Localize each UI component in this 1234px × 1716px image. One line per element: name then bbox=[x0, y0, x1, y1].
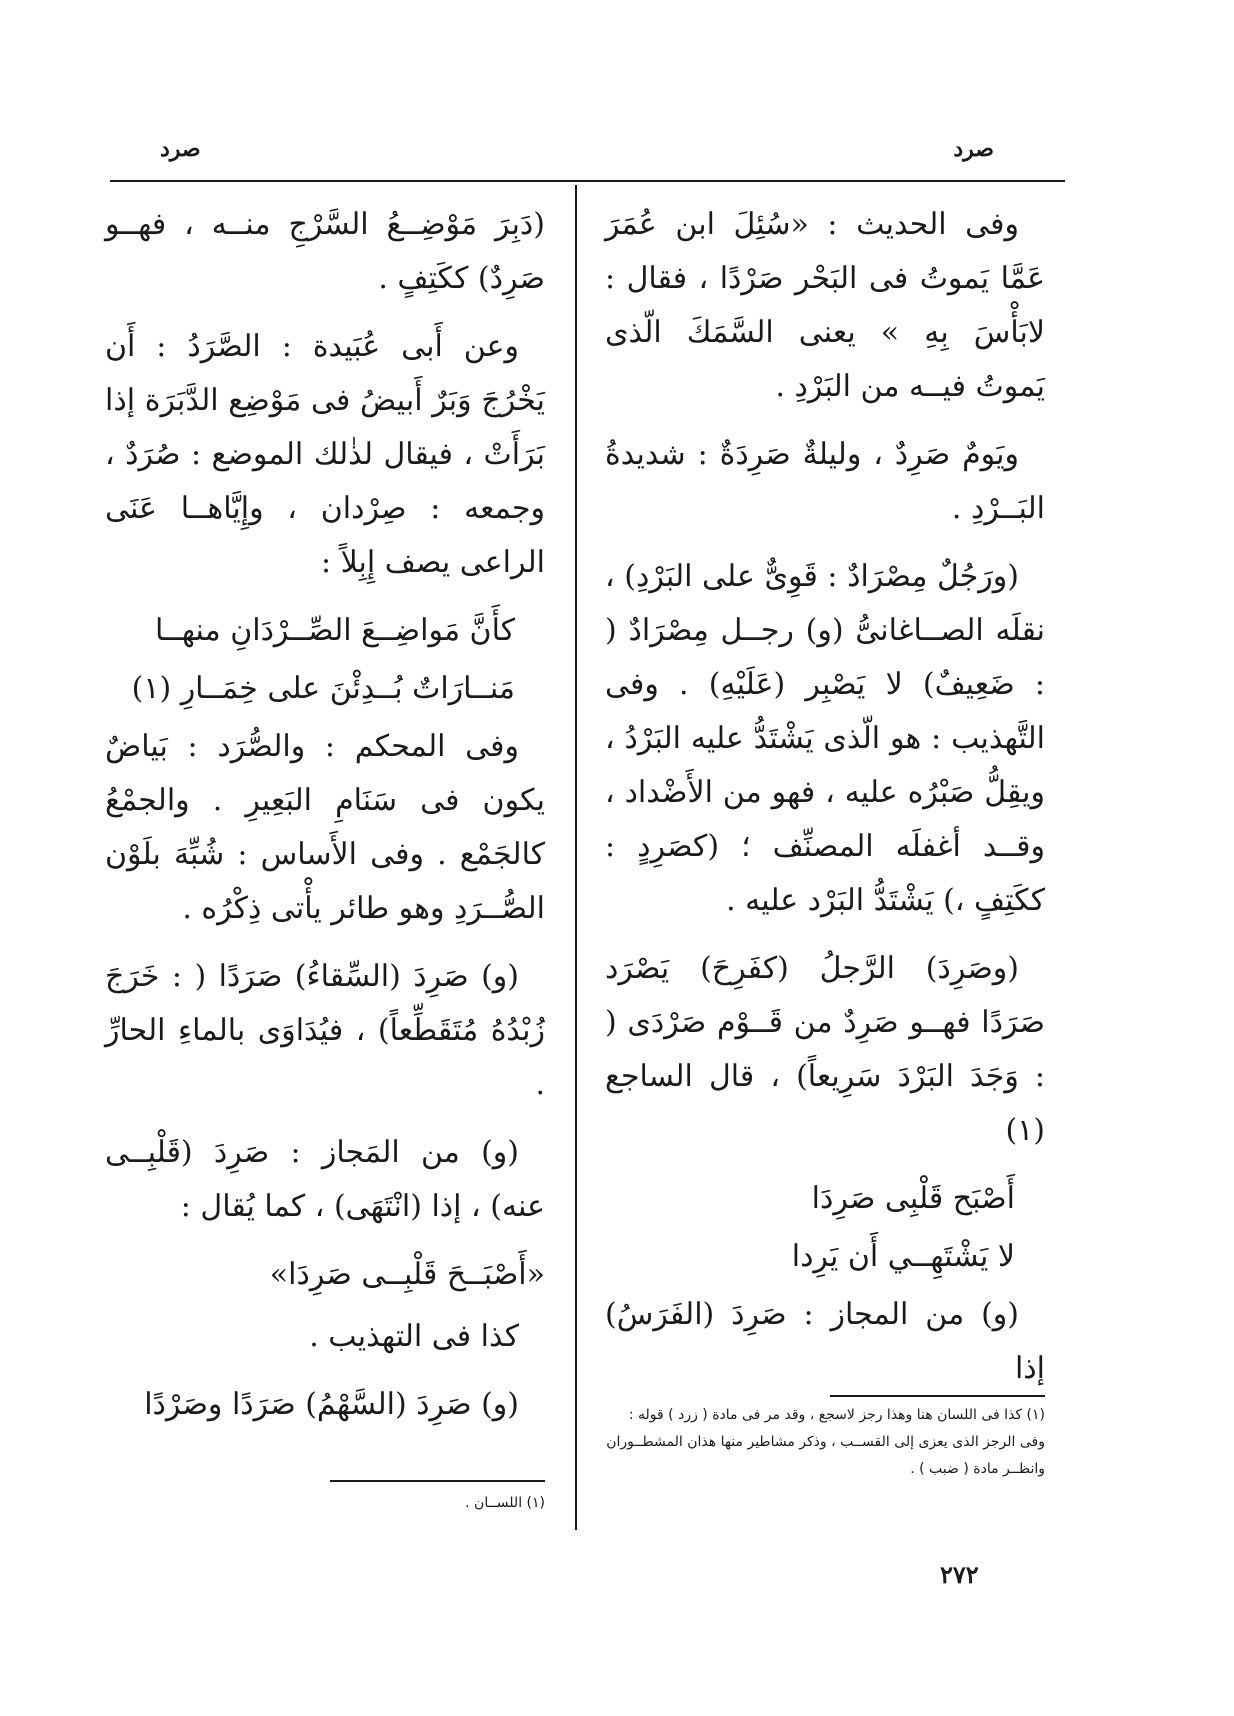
paragraph: (و) من المَجاز : صَرِدَ (قَلْبِــى عنه) ، إذا (انْتَهَى) ، كما يُقال : bbox=[105, 1135, 545, 1224]
running-head-right: صرد bbox=[953, 136, 994, 162]
paragraph: وفى الحديث : «سُئِلَ ابن عُمَرَ عَمَّا يَموتُ فى البَحْر صَرْدًا ، فقال : لابَأْسَ بِهِ » يعنى السَّمَكَ الّذى يَموتُ فيــه من البَرْدِ . bbox=[605, 207, 1045, 404]
paragraph: (و) صَرِدَ (السَّهْمُ) صَرَدًا وصَرْدًا bbox=[144, 1387, 519, 1422]
poem-line: كأَنَّ مَواضِــعَ الصِّــرْدَانِ منهــا bbox=[155, 613, 515, 648]
footnote-rule bbox=[330, 1480, 545, 1482]
poem-line: مَنــارَاتٌ بُــدِئْنَ على خِمَــارِ (١) bbox=[131, 671, 515, 706]
footnote: (١) اللســان . bbox=[465, 1495, 545, 1511]
poem-line: أَصْبَح قَلْبِى صَرِدَا bbox=[811, 1181, 1015, 1216]
right-column bbox=[605, 198, 1045, 1410]
footnote-rule bbox=[830, 1395, 1045, 1397]
paragraph: (ورَجُلٌ مِصْرَادٌ : قَوِىٌّ على البَرْدِ) ، نقلَه الصــاغانىُّ (و) رجــل مِصْرَادٌ ( : ضَعِيفٌ) لا يَصْبِر (عَلَيْهِ) . وفى التَّهذيب : هو الّذى يَشْتَدُّ عليه البَرْدُ ، ويقِلُّ صَبْرُه عليه ، فهو من الأَضْداد ، وقــد أغفلَه المصنِّف ؛ (كصَرِدٍ : ككَتِفٍ ،) يَشْتَدُّ البَرْد عليه . bbox=[605, 559, 1045, 918]
quote-line: «أَصْبَــحَ قَلْبِــى صَرِدَا» bbox=[269, 1257, 545, 1292]
paragraph: وعن أَبى عُبَيدة : الصَّرَدُ : أَن يَخْرُجَ وَبَرٌ أَبيضُ فى مَوْضِع الدَّبَرَة إذا بَرَأَتْ ، فيقال لذٰلك الموضع : صُرَدٌ ، وجمعه : صِرْدان ، وإِيَّاهــا عَنَى الراعى يصف إِبِلاً : bbox=[105, 329, 545, 580]
footnote: (١) كذا فى اللسان هنا وهذا رجز لاسجع ، وقد مر فى مادة ( زرد ) قوله : وفى الرجز الذى يعزى إلى القســب ، وذكر مشاطير منها هذان المشطــوران وانظــر مادة ( ضبب ) . bbox=[606, 1407, 1045, 1477]
left-column bbox=[105, 198, 545, 1446]
paragraph: وفى المحكم : والصُّرَد : بَياضٌ يكون فى سَنَامِ البَعِيرِ . والجمْعُ كالجَمْع . وفى الأَساس : شُبِّهَ بلَوْن الصُّــرَدِ وهو طائر يأْتى ذِكْرُه . bbox=[105, 729, 545, 926]
column-divider bbox=[575, 185, 577, 1530]
running-head-left: صرد bbox=[160, 136, 201, 162]
page-number: ٢٧٢ bbox=[940, 1560, 979, 1589]
header-rule bbox=[110, 180, 1065, 182]
paragraph: (و) صَرِدَ (السِّقاءُ) صَرَدًا ( : خَرَجَ زُبْدُهُ مُتَقَطِّعاً) ، فيُدَاوَى بالماءِ الحارِّ . bbox=[105, 959, 545, 1102]
paragraph: (دَبِرَ مَوْضِــعُ السَّرْجِ منــه ، فهــو صَرِدٌ) ككَتِفٍ . bbox=[105, 207, 545, 296]
paragraph: (و) من المجاز : صَرِدَ (الفَرَسُ) إذا bbox=[605, 1297, 1045, 1386]
paragraph: ويَومٌ صَرِدٌ ، وليلةٌ صَرِدَةٌ : شديدةُ البَــرْدِ . bbox=[605, 437, 1045, 526]
poem-line: لا يَشْتَهِــي أَن يَرِدا bbox=[791, 1239, 1015, 1274]
paragraph: (وصَرِدَ) الرَّجلُ (كفَرِحَ) يَصْرَد صَرَدًا فهــو صَرِدٌ من قَــوْم صَرْدَى ( : وَجَدَ البَرْدَ سَرِيعاً) ، قال الساجع (١) bbox=[605, 951, 1045, 1148]
paragraph: كذا فى التهذيب . bbox=[309, 1319, 519, 1354]
